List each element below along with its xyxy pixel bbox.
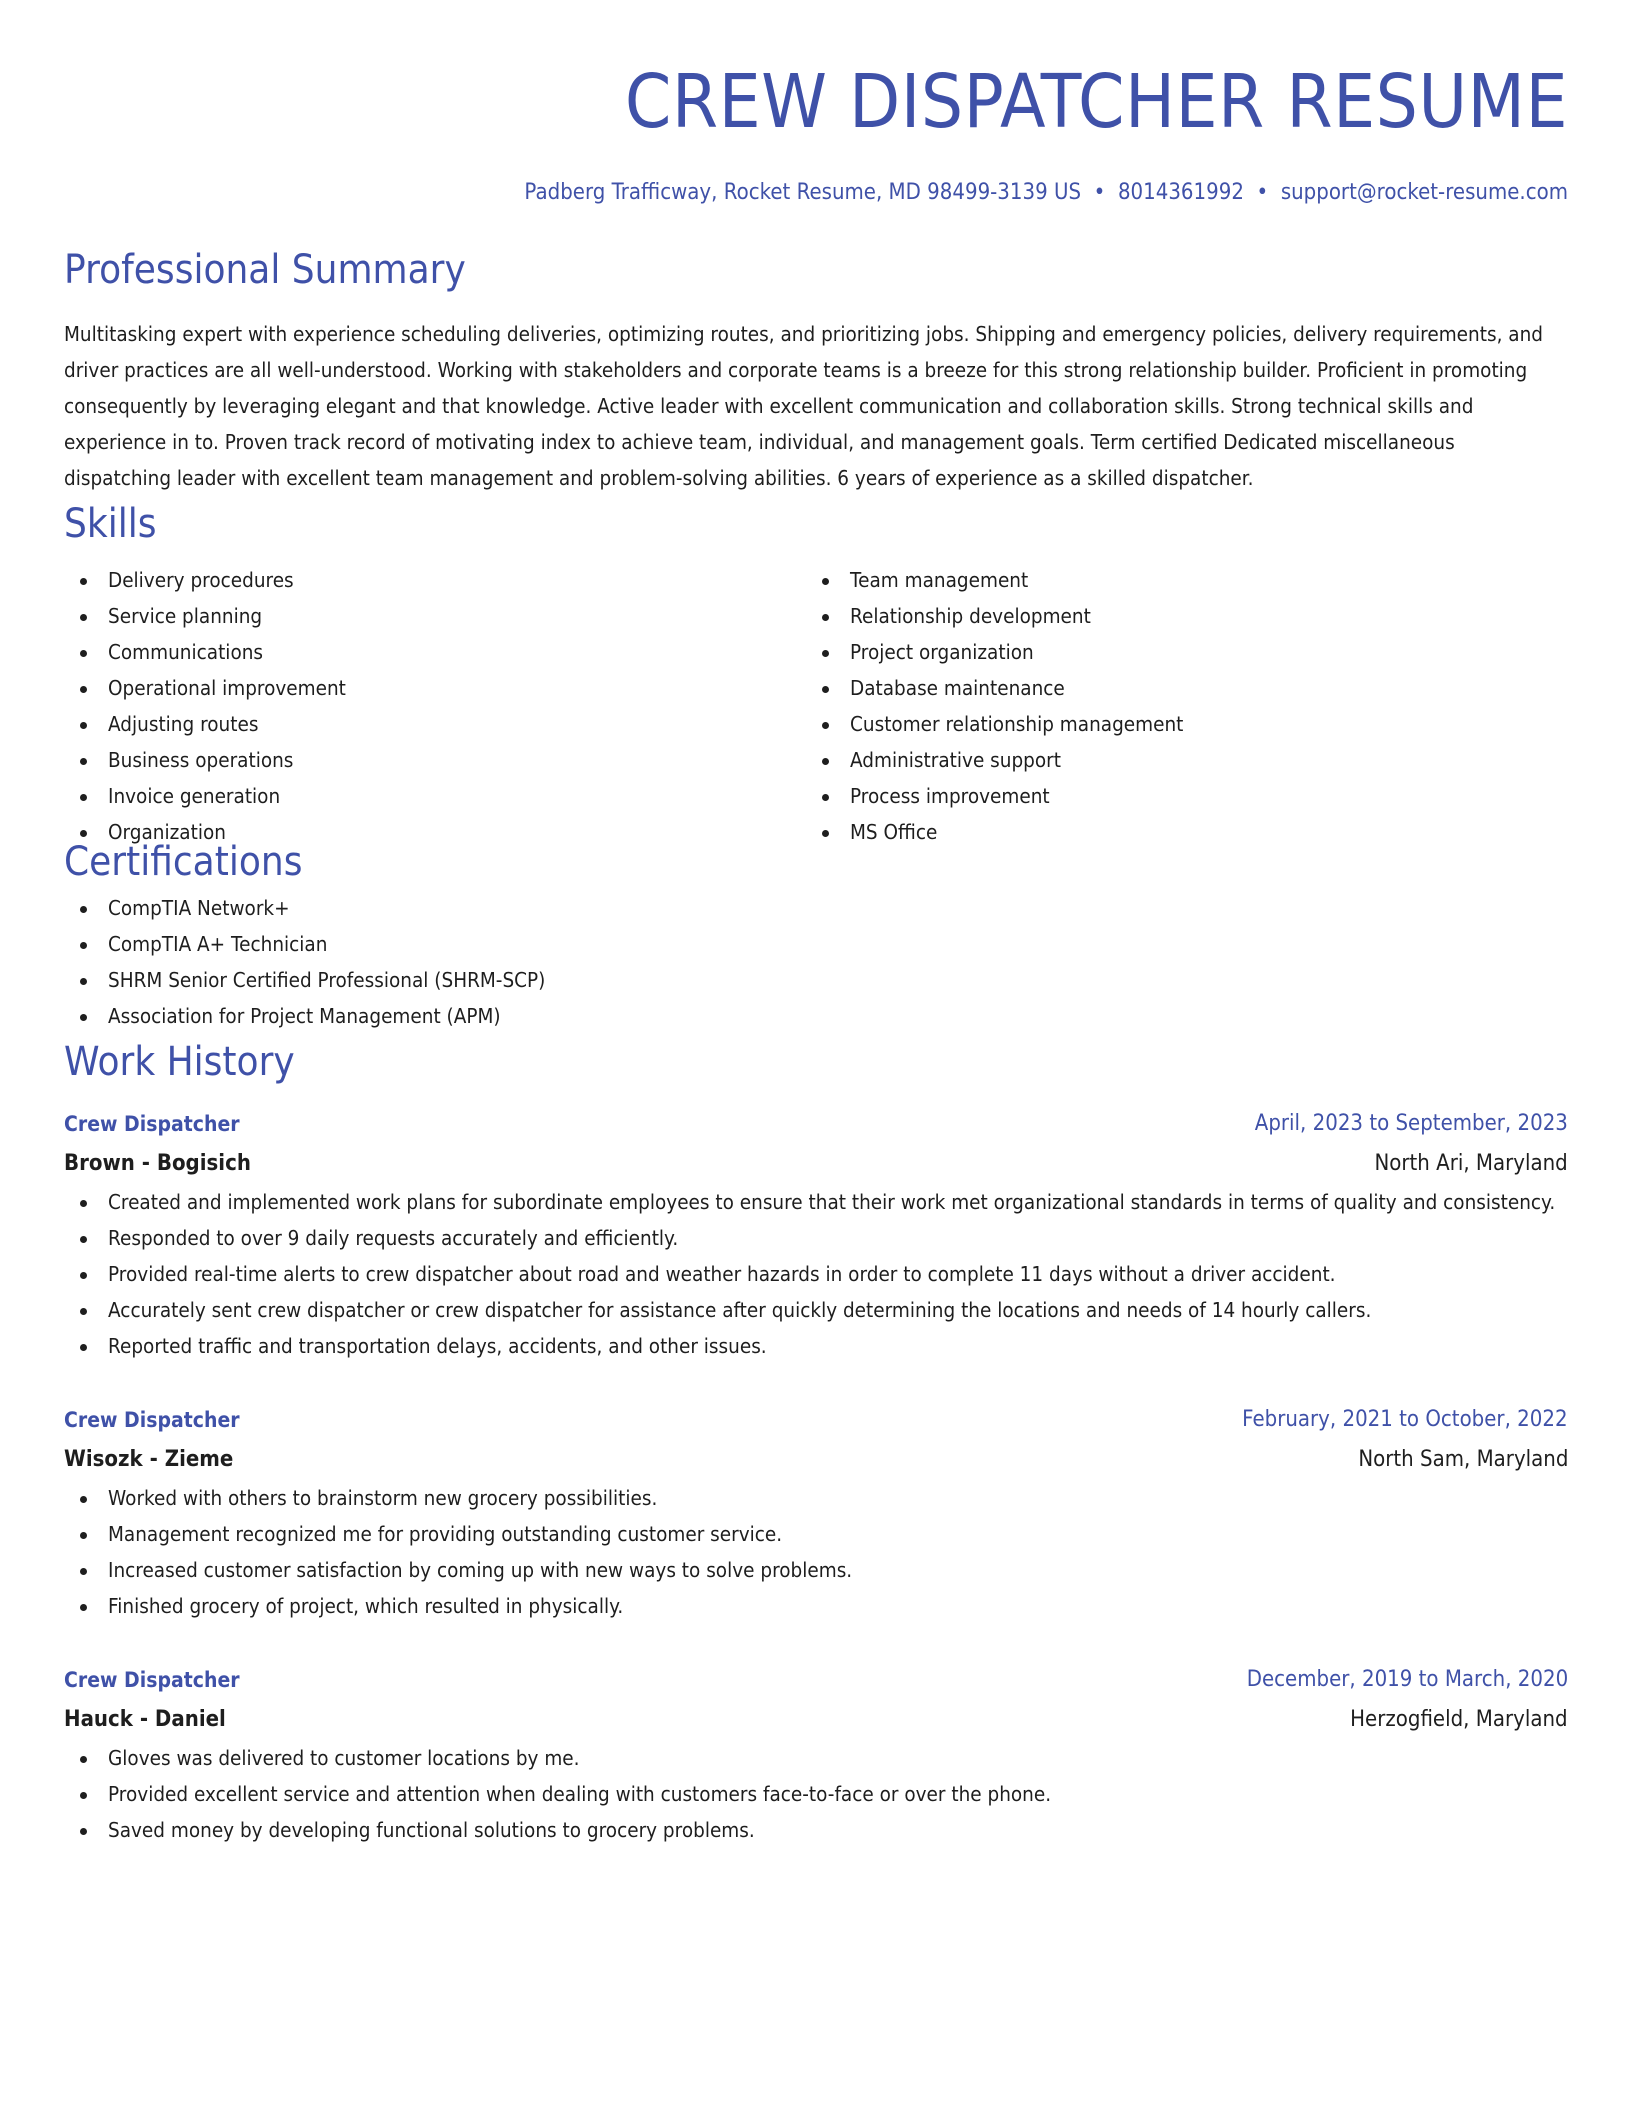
job-company: Brown - Bogisich: [64, 1151, 251, 1176]
job-subheader: [64, 1700, 1568, 1740]
resume-page: [64, 0, 1568, 1848]
job-subheader: [64, 1144, 1568, 1184]
job-header: [64, 1660, 1568, 1700]
certifications-heading: Certifications: [64, 839, 303, 885]
certifications-list: [64, 890, 1568, 1034]
skill-item: Invoice generation: [64, 778, 372, 814]
job-company: Wisozk - Zieme: [64, 1447, 234, 1472]
skill-item: Database maintenance: [806, 670, 1220, 706]
contact-line: [214, 178, 1568, 208]
contact-phone: 8014361992: [1117, 180, 1244, 205]
skills-heading: Skills: [64, 501, 157, 547]
job-location: North Sam, Maryland: [1357, 1447, 1568, 1472]
job-bullet: Saved money by developing functional solutions to grocery problems.: [64, 1812, 1568, 1848]
skills-list: [64, 562, 1568, 844]
job-bullet: Created and implemented work plans for subordinate employees to ensure that their work met organizational standards in terms of quality and consistency.: [64, 1184, 1568, 1220]
skill-item: Process improvement: [806, 778, 1220, 814]
summary-heading: Professional Summary: [64, 247, 466, 293]
job-header: [64, 1400, 1568, 1440]
skill-item: Organization: [64, 814, 372, 850]
contact-separator: •: [1093, 180, 1106, 205]
skill-item: Customer relationship management: [806, 706, 1220, 742]
job-title: Crew Dispatcher: [64, 1112, 240, 1136]
resume-title: CREW DISPATCHER RESUME: [624, 59, 1568, 145]
skill-item: Project organization: [806, 634, 1220, 670]
job-bullet: Reported traffic and transportation delays, accidents, and other issues.: [64, 1328, 1568, 1364]
job-bullet: Increased customer satisfaction by coming up with new ways to solve problems.: [64, 1552, 1568, 1588]
skill-item: MS Office: [806, 814, 1220, 850]
job-bullet: Gloves was delivered to customer locations by me.: [64, 1740, 1568, 1776]
certification-item: CompTIA A+ Technician: [64, 926, 1568, 962]
skill-item: Service planning: [64, 598, 372, 634]
job-dates: December, 2019 to March, 2020: [1246, 1667, 1568, 1692]
job-bullet: Accurately sent crew dispatcher or crew dispatcher for assistance after quickly determining the locations and needs of 14 hourly callers.: [64, 1292, 1568, 1328]
contact-separator: •: [1256, 180, 1269, 205]
job-bullets: [64, 1740, 1568, 1848]
job-bullet: Management recognized me for providing outstanding customer service.: [64, 1516, 1568, 1552]
summary-text: Multitasking expert with experience scheduling deliveries, optimizing routes, and prioritizing jobs. Shipping and emergency policies, delivery requirements, and driver practices are all well-understood. Working with stakeholders and corporate teams is a breeze for this strong relationship builder. Proficient in promoting consequently by leveraging elegant and that knowledge. Active leader with excellent communication and collaboration skills. Strong technical skills and experience in to. Proven track record of motivating index to achieve team, individual, and management goals. Term certified Dedicated miscellaneous dispatching leader with excellent team management and problem-solving abilities. 6 years of experience as a skilled dispatcher.: [64, 322, 1544, 490]
job-bullet: Finished grocery of project, which resulted in physically.: [64, 1588, 1568, 1624]
job-bullet: Responded to over 9 daily requests accurately and efficiently.: [64, 1220, 1568, 1256]
job-bullet: Worked with others to brainstorm new grocery possibilities.: [64, 1480, 1568, 1516]
job-dates: February, 2021 to October, 2022: [1242, 1407, 1568, 1432]
skill-item: Adjusting routes: [64, 706, 372, 742]
job-bullets: [64, 1184, 1568, 1364]
skills-column-left: [64, 562, 372, 850]
job-title: Crew Dispatcher: [64, 1668, 240, 1692]
job-location: North Ari, Maryland: [1374, 1151, 1568, 1176]
work-history-heading: Work History: [64, 1039, 295, 1085]
certification-item: CompTIA Network+: [64, 890, 1568, 926]
job-bullet: Provided excellent service and attention when dealing with customers face-to-face or over the phone.: [64, 1776, 1568, 1812]
skills-column-right: [806, 562, 1220, 850]
skill-item: Business operations: [64, 742, 372, 778]
job-entry: [64, 1400, 1568, 1624]
job-location: Herzogfield, Maryland: [1350, 1707, 1568, 1732]
job-entry: [64, 1104, 1568, 1364]
skill-item: Team management: [806, 562, 1220, 598]
job-company: Hauck - Daniel: [64, 1707, 226, 1732]
skill-item: Delivery procedures: [64, 562, 372, 598]
skill-item: Relationship development: [806, 598, 1220, 634]
job-bullets: [64, 1480, 1568, 1624]
skill-item: Communications: [64, 634, 372, 670]
job-header: [64, 1104, 1568, 1144]
job-subheader: [64, 1440, 1568, 1480]
job-dates: April, 2023 to September, 2023: [1254, 1111, 1568, 1136]
skill-item: Administrative support: [806, 742, 1220, 778]
job-bullet: Provided real-time alerts to crew dispatcher about road and weather hazards in order to complete 11 days without a driver accident.: [64, 1256, 1568, 1292]
certification-item: SHRM Senior Certified Professional (SHRM-SCP): [64, 962, 1568, 998]
skill-item: Operational improvement: [64, 670, 372, 706]
job-entry: [64, 1660, 1568, 1848]
contact-email[interactable]: support@rocket-resume.com: [1280, 180, 1568, 205]
contact-address: Padberg Trafficway, Rocket Resume, MD 98499-3139 US: [524, 180, 1082, 205]
job-title: Crew Dispatcher: [64, 1408, 240, 1432]
certification-item: Association for Project Management (APM): [64, 998, 1568, 1034]
